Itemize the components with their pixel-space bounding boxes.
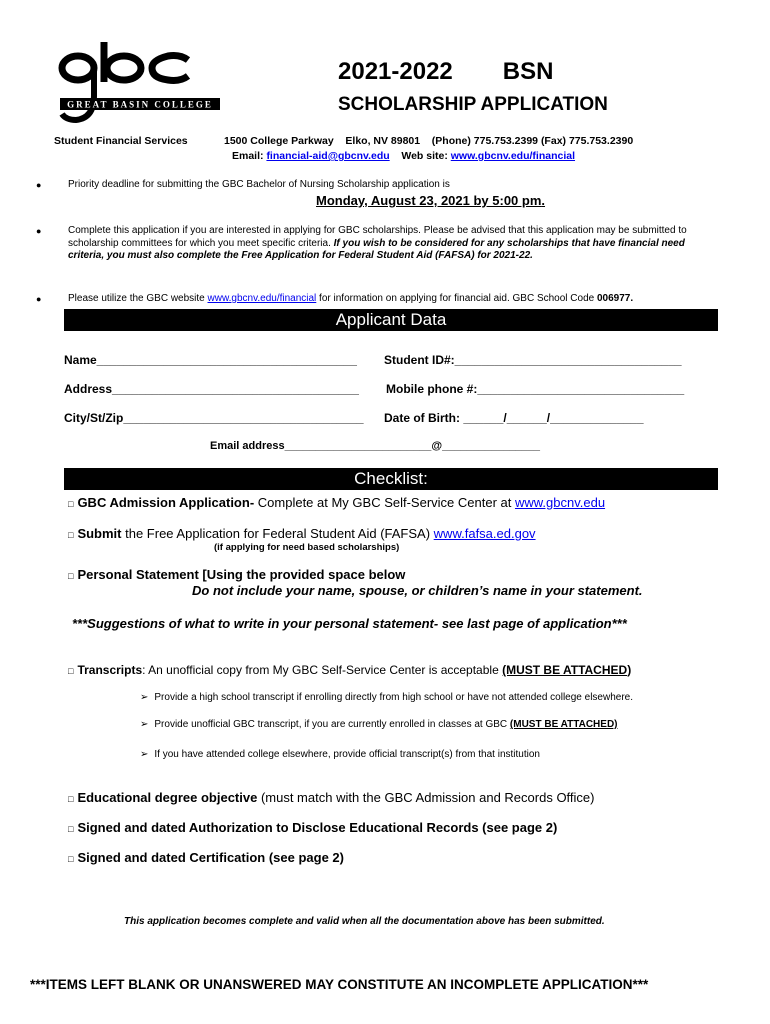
logo-text: GREAT BASIN COLLEGE	[67, 99, 213, 110]
checklist-item-degree	[68, 790, 595, 805]
checkbox-icon[interactable]: □	[68, 794, 74, 804]
scholarship-info-text: Complete this application if you are interested in applying for GBC scholarships. Please be advised that this application may be submitted to scholarship committees for which you meet specific criteria.	[68, 225, 687, 249]
email-label: Email:	[232, 150, 264, 162]
applicant-data-heading: Applicant Data	[64, 309, 718, 331]
phone-fax: (Phone) 775.753.2399 (Fax) 775.753.2390	[431, 135, 634, 147]
checklist-item-fafsa	[68, 526, 536, 541]
mobile-phone-field[interactable]: Mobile phone #:_______________________________	[386, 382, 685, 396]
deadline-date: Monday, August 23, 2021 by 5:00 pm.	[316, 193, 546, 208]
checkbox-icon[interactable]: □	[68, 824, 74, 834]
statement-note: Do not include your name, spouse, or children’s name in your statement.	[192, 583, 643, 598]
checkbox-icon[interactable]: □	[68, 666, 74, 676]
incomplete-warning: ***ITEMS LEFT BLANK OR UNANSWERED MAY CONSTITUTE AN INCOMPLETE APPLICATION***	[30, 977, 649, 992]
arrow-bullet-icon: ➢	[140, 719, 149, 730]
year: 2021-2022	[338, 58, 453, 85]
web-label: Web site:	[401, 150, 448, 162]
arrow-bullet-icon: ➢	[140, 692, 149, 703]
website-info: Please utilize the GBC website www.gbcnv.edu/financial for information on applying for financial aid. GBC School Code 006977.	[68, 293, 634, 304]
bullet-icon: ●	[36, 180, 42, 190]
website-info-pre: Please utilize the GBC website	[68, 293, 208, 304]
item-text: Complete at My GBC Self-Service Center at	[254, 495, 515, 510]
fafsa-note: (if applying for need based scholarships)	[214, 542, 400, 553]
street: 1500 College Parkway	[224, 135, 334, 147]
checkbox-icon[interactable]: □	[68, 499, 74, 509]
deadline-intro: Priority deadline for submitting the GBC Bachelor of Nursing Scholarship application is	[68, 179, 450, 190]
page-title: SCHOLARSHIP APPLICATION	[338, 94, 608, 115]
sub-text: Provide unofficial GBC transcript, if you are currently enrolled in classes at GBC	[154, 719, 510, 730]
email-address-field[interactable]: Email address________________________@________________	[210, 440, 541, 452]
city: Elko, NV 89801	[345, 135, 421, 147]
transcript-sub-gbc	[140, 719, 618, 730]
item-title: Signed and dated Certification (see page 2)	[77, 850, 344, 865]
item-title: Personal Statement [Using the provided space below	[77, 567, 406, 582]
item-title: Transcripts	[77, 663, 143, 677]
date-of-birth-field[interactable]: Date of Birth: ______/______/______________	[384, 411, 644, 425]
sub-text: If you have attended college elsewhere, provide official transcript(s) from that institution	[154, 749, 540, 760]
checkbox-icon[interactable]: □	[68, 854, 74, 864]
item-text: (must match with the GBC Admission and Records Office)	[257, 790, 595, 805]
item-title: Signed and dated Authorization to Disclose Educational Records (see page 2)	[77, 820, 558, 835]
must-attach-close: )	[627, 663, 632, 677]
item-text: the Free Application for Federal Student Aid (FAFSA)	[121, 526, 434, 541]
suggestions-note: ***Suggestions of what to write in your personal statement- see last page of application***	[72, 616, 627, 631]
deadline-text: Monday, August 23, 2021 by 5:00 pm	[316, 193, 542, 208]
student-id-field[interactable]: Student ID#:__________________________________	[384, 353, 682, 367]
website-link[interactable]: www.gbcnv.edu/financial	[450, 150, 576, 162]
website-info-post: for information on applying for financial aid. GBC School Code	[316, 293, 597, 304]
checklist-item-transcripts	[68, 663, 631, 677]
email-link[interactable]: financial-aid@gbcnv.edu	[266, 150, 390, 162]
checklist-heading: Checklist:	[64, 468, 718, 490]
financial-link[interactable]: www.gbcnv.edu/financial	[207, 293, 317, 304]
arrow-bullet-icon: ➢	[140, 749, 149, 760]
contact-web	[232, 150, 575, 162]
item-title: Educational degree objective	[77, 790, 258, 805]
office-address	[224, 135, 633, 147]
item-title: Submit	[77, 526, 122, 541]
name-field[interactable]: Name_______________________________________	[64, 353, 357, 367]
school-code: 006977	[597, 293, 631, 304]
program: BSN	[502, 58, 554, 85]
office-name: Student Financial Services	[54, 135, 188, 147]
checklist-item-authorization	[68, 820, 557, 835]
item-text: : An unofficial copy from My GBC Self-Service Center is acceptable	[142, 663, 503, 677]
checklist-item-certification	[68, 850, 344, 865]
scholarship-info	[68, 225, 718, 263]
bullet-icon: ●	[36, 294, 42, 304]
must-attach: (MUST BE ATTACHED	[502, 663, 628, 677]
transcript-sub-official	[140, 749, 540, 760]
gbc-logo	[56, 38, 224, 130]
city-state-zip-field[interactable]: City/St/Zip____________________________________	[64, 411, 364, 425]
completion-note: This application becomes complete and valid when all the documentation above has been submitted.	[124, 916, 605, 927]
address-field[interactable]: Address_____________________________________	[64, 382, 359, 396]
sub-text: Provide a high school transcript if enrolling directly from high school or have not attended college elsewhere.	[154, 692, 633, 703]
application-year	[338, 58, 553, 86]
gbc-link[interactable]: www.gbcnv.edu	[514, 495, 606, 510]
item-title: GBC Admission Application-	[77, 495, 255, 510]
checklist-item-statement	[68, 567, 405, 582]
bullet-icon: ●	[36, 226, 42, 236]
transcript-sub-highschool	[140, 692, 633, 703]
fafsa-link[interactable]: www.fafsa.ed.gov	[433, 526, 536, 541]
checkbox-icon[interactable]: □	[68, 530, 74, 540]
must-attach: (MUST BE ATTACHED)	[509, 719, 618, 730]
fafsa-requirement: If you wish to be considered for any scholarships that have financial need criteria, you must also complete the Free Application for Federal Student Aid (FAFSA) for 2021-22.	[68, 237, 685, 261]
checkbox-icon[interactable]: □	[68, 571, 74, 581]
checklist-item-admission	[68, 495, 605, 510]
